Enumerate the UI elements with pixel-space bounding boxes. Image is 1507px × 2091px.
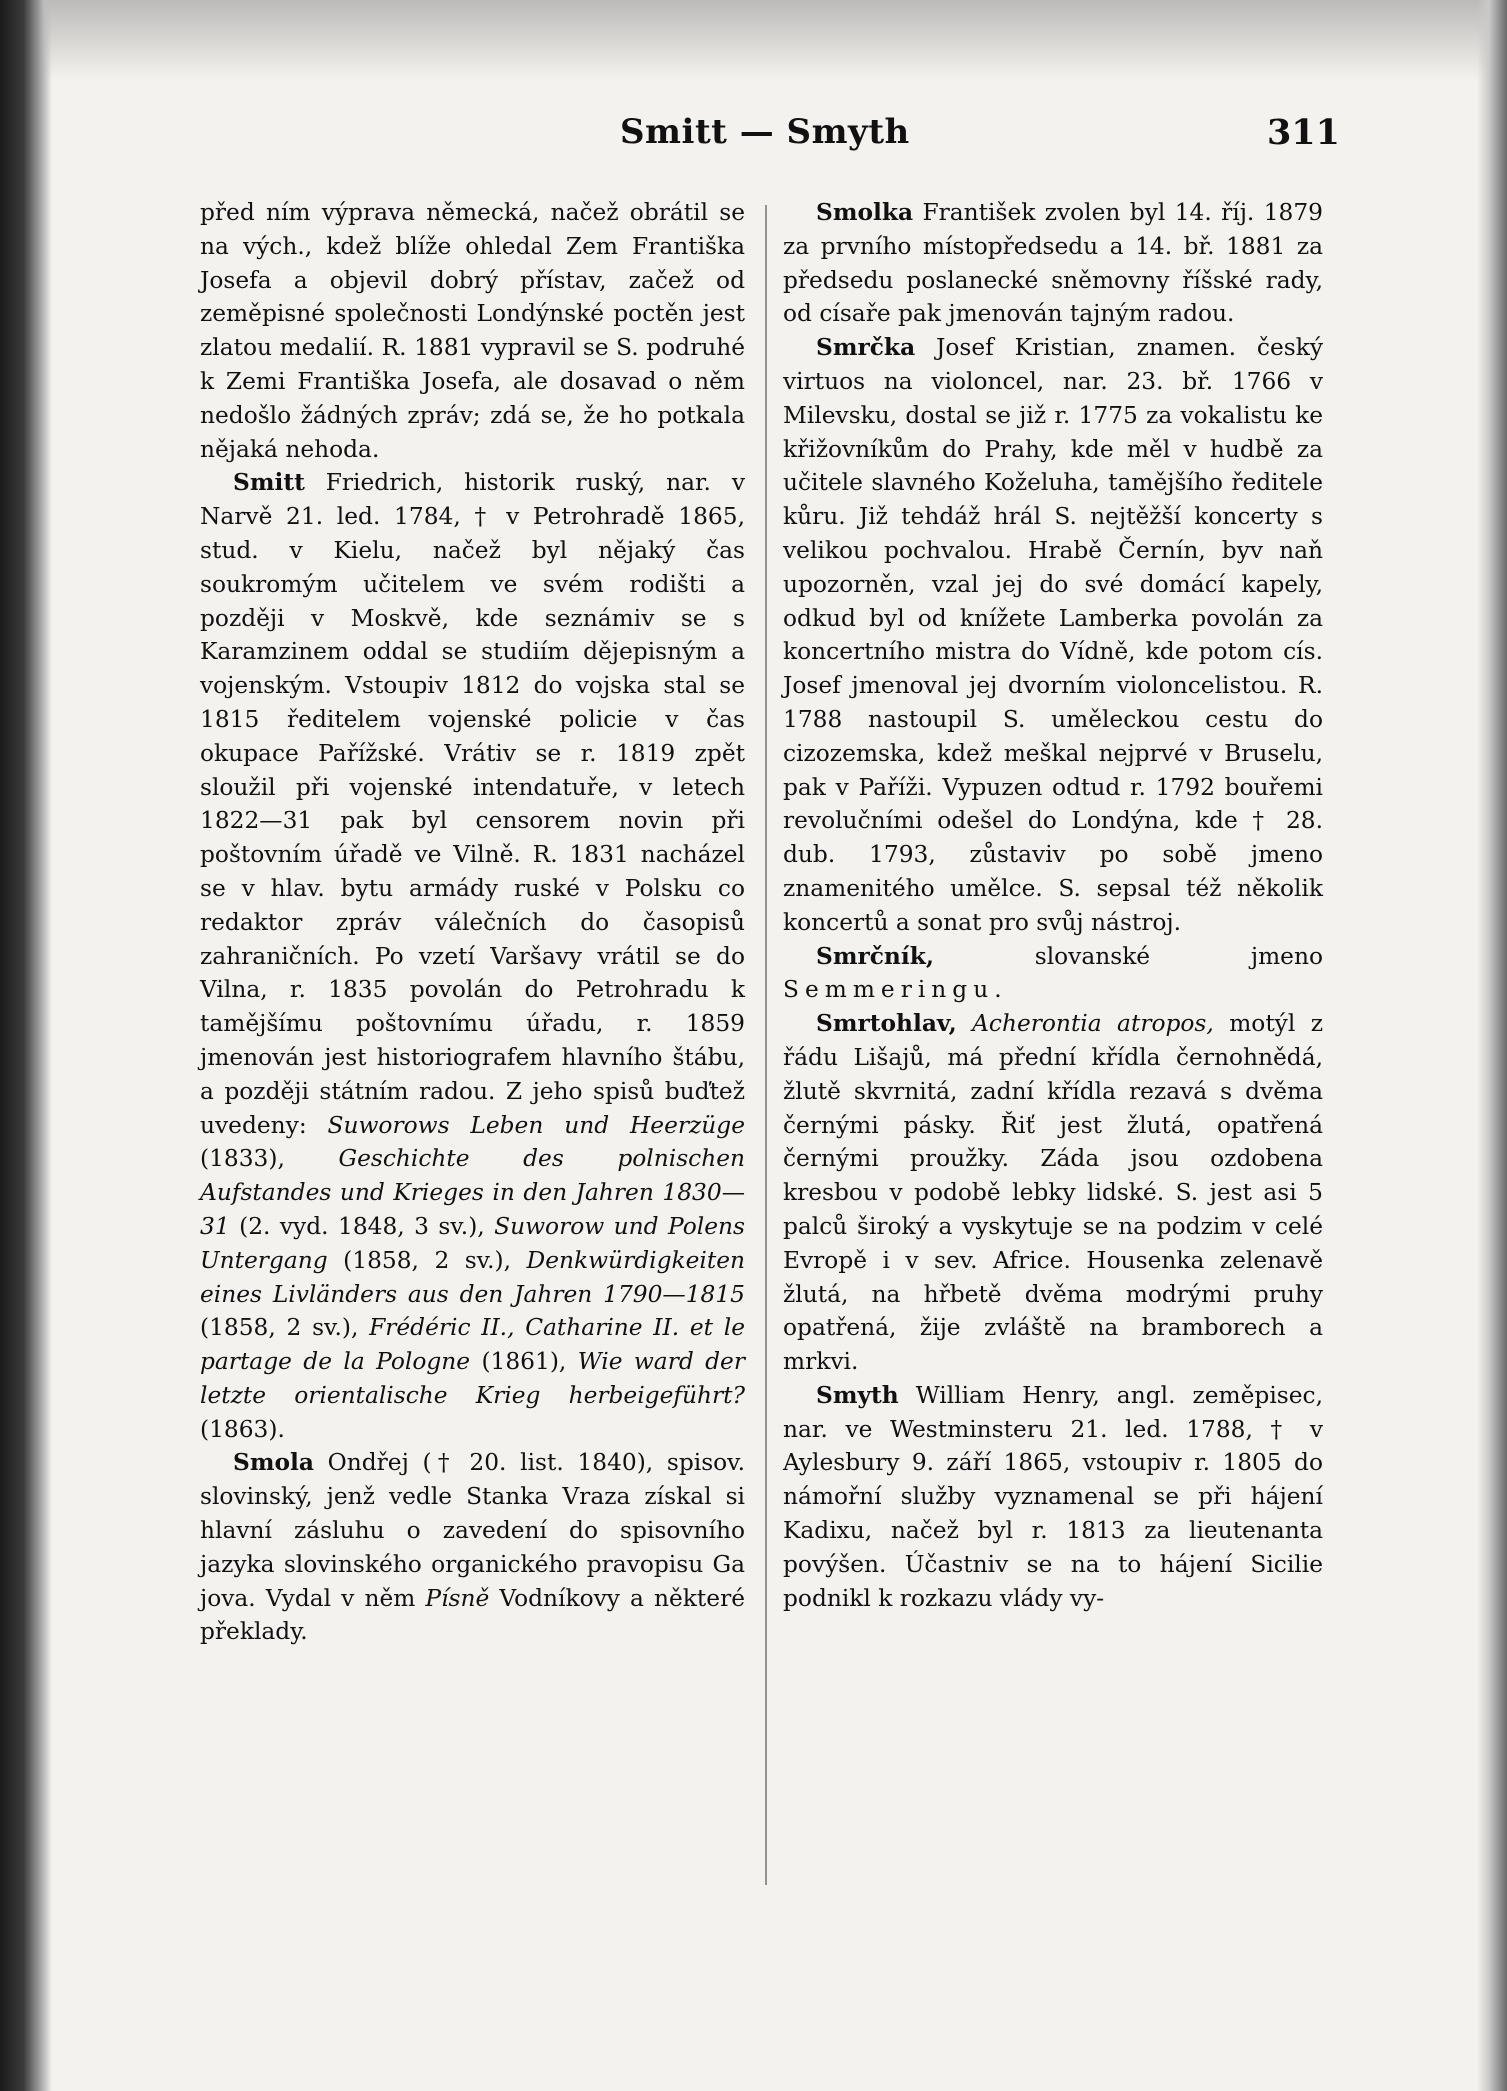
entry-text: (1833), <box>200 1145 339 1173</box>
entry-text: slovanské jmeno <box>933 942 1323 970</box>
book-title: Písně <box>425 1584 490 1612</box>
book-title: Suworow und Polens Untergang <box>200 1212 745 1274</box>
headword: Smola <box>233 1449 314 1477</box>
running-head-title: Smitt — Smyth <box>620 112 910 152</box>
entry-text: . <box>994 976 1002 1004</box>
page-number: 311 <box>1266 112 1340 153</box>
entry-smitt <box>200 466 745 1446</box>
book-title: Frédéric II., Catharine II. et le partage de la Pologne <box>200 1314 745 1376</box>
book-title: Wie ward der letzte orientalische Krieg herbeigeführt? <box>200 1348 745 1409</box>
page-shadow-top <box>0 0 1507 80</box>
page-binding-edge <box>0 0 52 2091</box>
entry-smrcka <box>783 331 1323 939</box>
headword: Smitt <box>233 469 305 497</box>
entry-text: (1861), <box>470 1348 578 1376</box>
spaced-term: Semmeringu <box>783 976 995 1004</box>
latin-name: Acherontia atropos, <box>972 1010 1214 1038</box>
headword: Smrtohlav, <box>816 1010 957 1038</box>
entry-text: (2. vyd. 1848, 3 sv.), <box>229 1212 495 1240</box>
entry-text: František zvolen byl 14. říj. 1879 za prvního místopředsedu a 14. bř. 1881 za předsedu poslanecké sněmovny říšské rady, od císaře pak jmenován tajným radou. <box>783 199 1323 328</box>
entry-smolka <box>783 196 1323 331</box>
headword: Smrčka <box>816 334 916 362</box>
entry-smrcnik <box>783 940 1323 1008</box>
headword: Smrčník, <box>816 942 934 970</box>
headword: Smolka <box>816 199 914 226</box>
entry-text: (1858, 2 sv.), <box>200 1314 370 1342</box>
entry-text: William Henry, angl. zeměpisec, nar. ve Westminsteru 21. led. 1788, † v Aylesbury 9. září 1865, vstoupiv r. 1805 do námořní služby vyznamenal se při hájení Kadixu, načež byl r. 1813 za lieutenanta povýšen. Účastniv se na to hájení Sicilie podnikl k rozkazu vlády vy- <box>783 1381 1323 1612</box>
book-title: Geschichte des polnischen Aufstandes und Krieges in den Jahren 1830—31 <box>200 1145 746 1240</box>
entry-text: Friedrich, historik ruský, nar. v Narvě 21. led. 1784, † v Petrohradě 1865, stud. v Kielu, načež byl nějaký čas soukromým učitelem ve svém rodišti a později v Moskvě, kde seznámiv se s Karamzinem oddal se studiím dějepisným a vojenským. Vstoupiv 1812 do vojska stal se 1815 ředitelem vojenské policie v čas okupace Pařížské. Vrátiv se r. 1819 zpět sloužil při vojenské intendatuře, v letech 1822—31 pak byl censorem novin při poštovním úřadě ve Vilně. R. 1831 nacházel se v hlav. bytu armády ruské v Polsku co redaktor zpráv válečních do časopisů zahraničních. Po vzetí Varšavy vrátil se do Vilna, r. 1835 povolán do Petrohradu k tamějšímu poštovnímu úřadu, r. 1859 jmenován jest historiografem hlavního štábu, a později státním radou. Z jeho spisů buďtež uvedeny: <box>200 469 745 1139</box>
book-title: Denkwürdigkeiten eines Livländers aus den Jahren 1790—1815 <box>200 1246 745 1308</box>
left-column <box>200 196 745 1649</box>
entry-text: Josef Kristian, znamen. český virtuos na violoncel, nar. 23. bř. 1766 v Milevsku, dostal se již r. 1775 za vokalistu ke křižovníkům do Prahy, kde měl v hudbě za učitele slavného Koželuha, tamějšího ředitele kůru. Již tehdáž hrál S. nejtěžší koncerty s velikou pochvalou. Hrabě Černín, byv naň upozorněn, vzal jej do své domácí kapely, odkud byl od knížete Lamberka povolán za koncertního mistra do Vídně, kde potom cís. Josef jmenoval jej dvorním violoncelistou. R. 1788 nastoupil S. uměleckou cestu do cizozemska, kdež meškal nejprvé v Bruselu, pak v Paříži. Vypuzen odtud r. 1792 bouřemi revolučními odešel do Londýna, kde † 28. dub. 1793, zůstaviv po sobě jmeno znamenitého umělce. S. sepsal též několik koncertů a sonat pro svůj nástroj. <box>783 334 1323 936</box>
entry-text: (1863). <box>200 1415 285 1443</box>
column-divider <box>765 205 767 1885</box>
headword: Smyth <box>816 1381 899 1409</box>
right-column <box>783 196 1323 1615</box>
entry-smyth <box>783 1379 1323 1616</box>
entry-smrtohlav <box>783 1007 1323 1379</box>
entry-text: motýl z řádu Lišajů, má přední křídla černohnědá, žlutě skvrnitá, zadní křídla rezavá s dvěma černými pásky. Řiť jest žlutá, opatřená černými proužky. Záda jsou ozdobena kresbou v podobě lebky lidské. S. jest asi 5 palců široký a vyskytuje se na podzim v celé Evropě i v sev. Africe. Housenka zelenavě žlutá, na hřbetě dvěma modrými pruhy opatřená, žije zvláště na bramborech a mrkvi. <box>783 1010 1323 1376</box>
entry-smola <box>200 1446 745 1649</box>
page-shadow-right <box>1477 0 1507 2091</box>
entry-text: Vodníkovy a některé překlady. <box>200 1584 745 1646</box>
entry-continuation: před ním výprava německá, načež obrátil se na vých., kdež blíže ohledal Zem Františka Josefa a objevil dobrý přístav, začež od zeměpisné společnosti Londýnské poctěn jest zlatou medalií. R. 1881 vypravil se S. podruhé k Zemi Františka Josefa, ale dosavad o něm nedošlo žádných zpráv; zdá se, že ho potkala nějaká nehoda. <box>200 199 745 463</box>
entry-text: Ondřej († 20. list. 1840), spisov. slovinský, jenž vedle Stanka Vraza získal si hlavní zásluhu o zavedení do spisovního jazyka slovinského organického pravopisu Ga jova. Vydal v něm <box>200 1449 745 1612</box>
book-title: Suworows Leben und Heerzüge <box>327 1111 745 1139</box>
entry-text <box>957 1010 972 1037</box>
running-header <box>620 112 1340 164</box>
entry-text: (1858, 2 sv.), <box>327 1246 527 1274</box>
